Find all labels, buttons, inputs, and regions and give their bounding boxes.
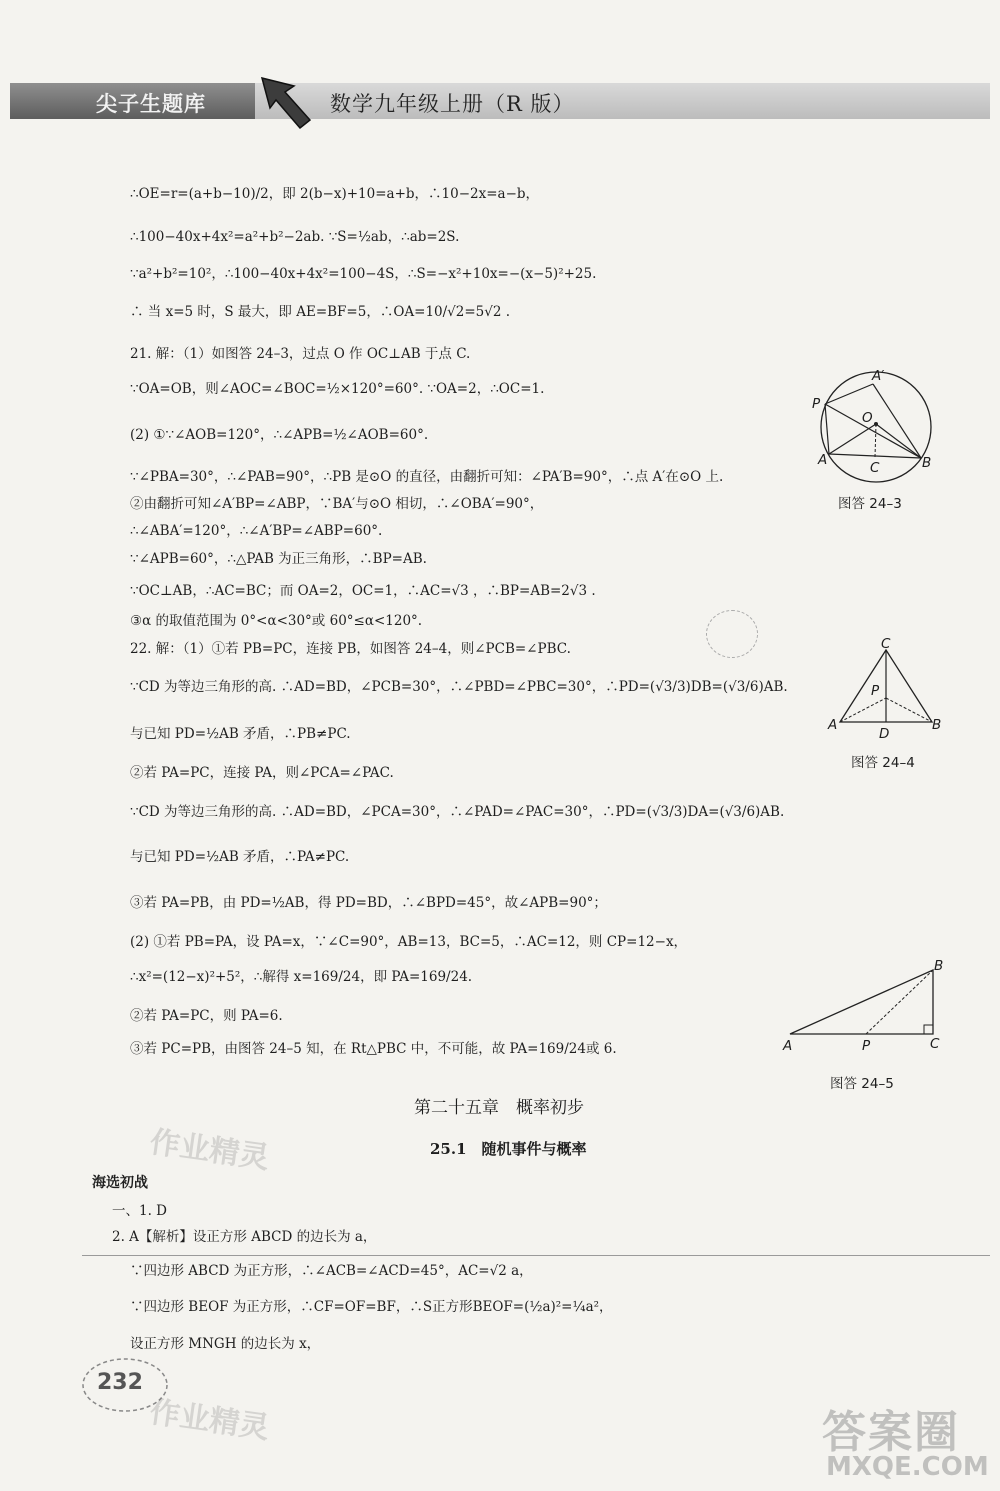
fig-label-O: O	[862, 410, 873, 426]
figure-24-4	[830, 640, 945, 740]
figure-caption: 图答 24–4	[851, 755, 915, 771]
chapter-title: 第二十五章 概率初步	[414, 1098, 584, 1118]
text-line: ③若 PA=PB，由 PD=½AB，得 PD=BD，∴∠BPD=45°，故∠APB=90°；	[130, 895, 607, 911]
text-line: ∴∠ABA′=120°，∴∠A′BP=∠ABP=60°.	[130, 523, 383, 539]
text-line: ②若 PA=PC，则 PA=6.	[130, 1008, 283, 1024]
text-line: ∵∠PBA=30°，∴∠PAB=90°，∴PB 是⊙O 的直径，由翻折可知：∠PA′B=90°，∴点 A′在⊙O 上.	[130, 469, 724, 485]
text-line: ∵∠APB=60°，∴△PAB 为正三角形，∴BP=AB.	[130, 551, 427, 567]
watermark: 作业精灵	[147, 1124, 272, 1177]
section-title: 25.1 随机事件与概率	[430, 1140, 587, 1158]
text-line: ③若 PC=PB，由图答 24–5 知，在 Rt△PBC 中，不可能，故 PA=169/24或 6.	[130, 1041, 617, 1057]
fig-label-A: A	[783, 1038, 793, 1054]
fig-label-P: P	[871, 683, 880, 699]
figure-24-5	[780, 960, 955, 1045]
fig-label-A: A	[818, 452, 828, 468]
text-line: 设正方形 MNGH 的边长为 x，	[130, 1336, 321, 1352]
text-line: ∵OA=OB，则∠AOC=∠BOC=½×120°=60°. ∵OA=2，∴OC=1.	[130, 381, 545, 397]
page-number: 232	[97, 1370, 143, 1395]
watermark: 作业精灵	[147, 1394, 272, 1447]
fig-label-B: B	[934, 958, 944, 974]
site-logo-url: MXQE.COM	[826, 1452, 989, 1482]
figure-caption: 图答 24–3	[838, 496, 902, 512]
figure-caption: 图答 24–5	[830, 1076, 894, 1092]
stamp-mark	[706, 610, 758, 658]
divider	[82, 1255, 990, 1256]
fig-label-C: C	[881, 636, 891, 652]
text-line: (2) ①若 PB=PA，设 PA=x，∵∠C=90°，AB=13，BC=5，∴AC=12，则 CP=12−x，	[130, 934, 688, 950]
text-line: ∵四边形 ABCD 为正方形，∴∠ACB=∠ACD=45°，AC=√2 a，	[130, 1263, 533, 1279]
text-line: ∴OE=r=(a+b−10)/2，即 2(b−x)+10=a+b，∴10−2x=a−b，	[130, 186, 540, 202]
site-logo: 答案圈	[822, 1407, 960, 1458]
text-line: ③α 的取值范围为 0°<α<30°或 60°≤α<120°.	[130, 613, 423, 629]
fig-label-B: B	[932, 717, 942, 733]
text-line: 与已知 PD=½AB 矛盾，∴PB≠PC.	[130, 726, 351, 742]
fig-label-P: P	[862, 1038, 871, 1054]
text-line: ∵四边形 BEOF 为正方形，∴CF=OF=BF，∴S正方形BEOF=(½a)²=¼a²，	[130, 1299, 613, 1315]
text-line: ∵CD 为等边三角形的高. ∴AD=BD，∠PCB=30°，∴∠PBD=∠PBC=30°，∴PD=(√3/3)DB=(√3/6)AB.	[130, 679, 788, 695]
fig-label-C: C	[930, 1036, 940, 1052]
text-line: 2. A【解析】设正方形 ABCD 的边长为 a，	[112, 1229, 377, 1245]
text-line: 一、1. D	[112, 1203, 167, 1219]
text-line: ∴100−40x+4x²=a²+b²−2ab. ∵S=½ab，∴ab=2S.	[130, 229, 460, 245]
text-line: ∴x²=(12−x)²+5²，∴解得 x=169/24，即 PA=169/24.	[130, 969, 473, 985]
arrow-icon	[258, 72, 314, 130]
fig-label-A-prime: A′	[872, 368, 885, 384]
header-brand: 尖子生题库	[96, 92, 206, 116]
text-line: 21. 解：（1）如图答 24–3，过点 O 作 OC⊥AB 于点 C.	[130, 346, 471, 362]
fig-label-P: P	[812, 396, 821, 412]
text-line: ∴ 当 x=5 时，S 最大，即 AE=BF=5，∴OA=10/√2=5√2 .	[130, 304, 511, 320]
text-line: ∵a²+b²=10²，∴100−40x+4x²=100−4S，∴S=−x²+10x=−(x−5)²+25.	[130, 266, 597, 282]
text-line: ∵CD 为等边三角形的高. ∴AD=BD，∠PCA=30°，∴∠PAD=∠PAC=30°，∴PD=(√3/3)DA=(√3/6)AB.	[130, 804, 785, 820]
text-line: (2) ①∵∠AOB=120°，∴∠APB=½∠AOB=60°.	[130, 427, 429, 443]
sub-heading: 海选初战	[92, 1175, 148, 1191]
text-line: 与已知 PD=½AB 矛盾，∴PA≠PC.	[130, 849, 350, 865]
text-line: ∵OC⊥AB，∴AC=BC；而 OA=2，OC=1，∴AC=√3 ，∴BP=AB=2√3 .	[130, 583, 596, 599]
text-line: ②由翻折可知∠A′BP=∠ABP，∵BA′与⊙O 相切，∴∠OBA′=90°，	[130, 496, 544, 512]
header-title: 数学九年级上册（R 版）	[330, 92, 575, 116]
text-line: 22. 解：（1）①若 PB=PC，连接 PB，如图答 24–4，则∠PCB=∠PBC.	[130, 641, 571, 657]
fig-label-C: C	[870, 460, 880, 476]
text-line: ②若 PA=PC，连接 PA，则∠PCA=∠PAC.	[130, 765, 394, 781]
fig-label-A: A	[828, 717, 838, 733]
fig-label-B: B	[922, 455, 932, 471]
fig-label-D: D	[879, 726, 890, 742]
